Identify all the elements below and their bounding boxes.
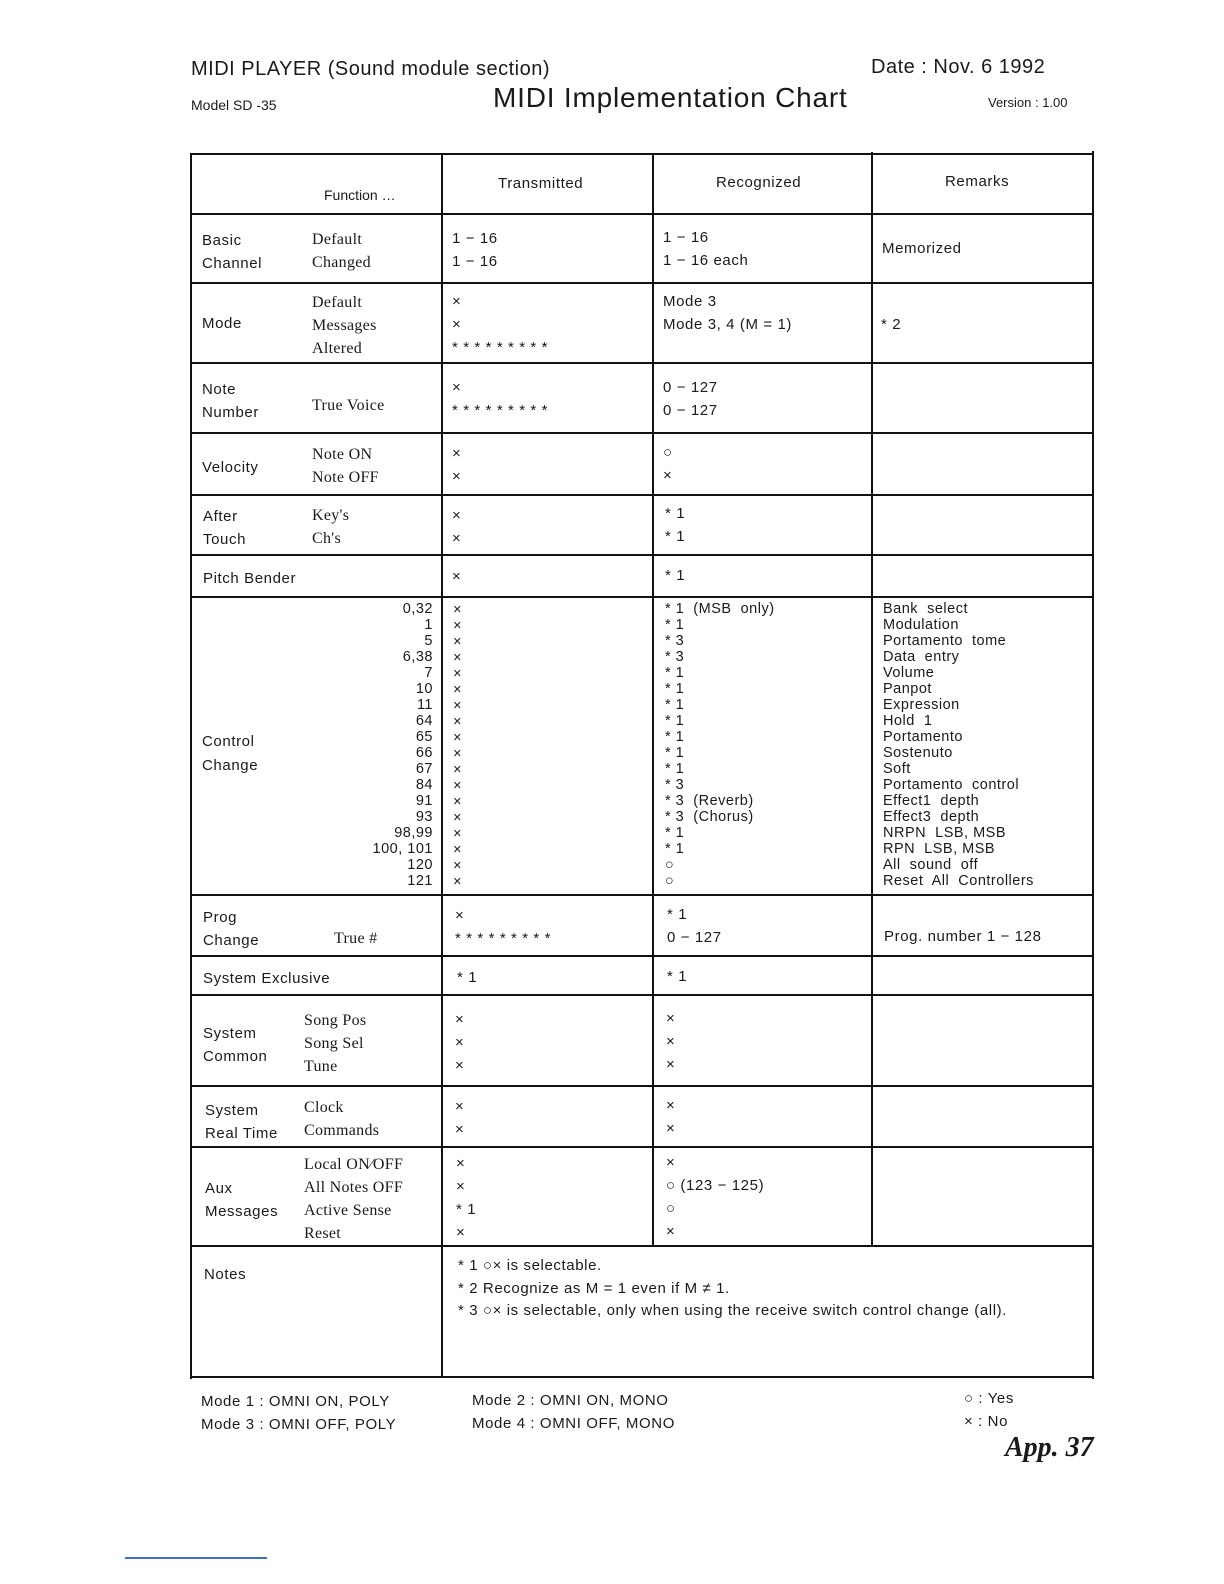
note-2: * 2 Recognize as M = 1 even if M ≠ 1.	[458, 1280, 730, 1297]
control-rx-values: * 1 (MSB only) * 1 * 3 * 3 * 1 * 1 * 1 * 1 * 1 * 1 * 1 * 3 * 3 (Reverb) * 3 (Chorus) * 1 * 1 ○ ○	[665, 601, 775, 889]
row-label: Pitch Bender	[203, 570, 297, 587]
row-label: System	[205, 1102, 259, 1119]
tx-value: ×	[452, 379, 462, 396]
sub-label: Song Pos	[304, 1012, 367, 1029]
tx-value: ×	[452, 530, 462, 547]
sub-label: Song Sel	[304, 1035, 364, 1052]
page-number: App. 37	[1005, 1432, 1094, 1463]
mode-4-label: Mode 4 : OMNI OFF, MONO	[472, 1415, 675, 1432]
tx-value: * * * * * * * * *	[452, 339, 549, 356]
remark: * 2	[881, 316, 902, 333]
rx-value: Mode 3	[663, 293, 717, 310]
row-label: Aux	[205, 1180, 233, 1197]
sub-label: Changed	[312, 254, 371, 271]
rx-value: 0 − 127	[667, 929, 722, 946]
product-title: MIDI PLAYER (Sound module section)	[191, 58, 551, 80]
rx-value: 1 − 16	[663, 229, 709, 246]
rx-value: * 1	[665, 528, 686, 545]
row-label: Basic	[202, 232, 242, 249]
sub-label: Default	[312, 231, 363, 248]
rx-value: ×	[666, 1097, 676, 1114]
tx-value: ×	[456, 1155, 466, 1172]
remark: Prog. number 1 − 128	[884, 928, 1042, 945]
tx-value: ×	[455, 1057, 465, 1074]
tx-value: ×	[455, 907, 465, 924]
row-label: After	[203, 508, 238, 525]
tx-value: 1 − 16	[452, 230, 498, 247]
row-label: Control	[202, 733, 255, 750]
rx-value: ○ (123 − 125)	[666, 1177, 765, 1194]
tx-value: ×	[452, 293, 462, 310]
row-label: Change	[203, 932, 260, 949]
row-label: Note	[202, 381, 237, 398]
sub-label: Tune	[304, 1058, 338, 1075]
row-label: Prog	[203, 909, 238, 926]
sub-label: Local ON∕OFF	[304, 1156, 404, 1173]
row-label: Touch	[203, 531, 247, 548]
rx-value: ×	[663, 467, 673, 484]
row-label: System Exclusive	[203, 970, 331, 987]
control-tx-values: × × × × × × × × × × × × × × × × × ×	[453, 602, 462, 890]
rx-value: * 1	[665, 505, 686, 522]
tx-value: * 1	[457, 969, 478, 986]
sub-label: Note OFF	[312, 469, 379, 486]
rx-value: ○	[666, 1200, 676, 1217]
rx-value: 0 − 127	[663, 379, 718, 396]
sub-label: Note ON	[312, 446, 373, 463]
sub-label: True #	[334, 930, 378, 947]
sub-label: Default	[312, 294, 363, 311]
rx-value: * 1	[667, 968, 688, 985]
no-legend: × : No	[964, 1413, 1009, 1430]
note-3: * 3 ○× is selectable, only when using the receive switch control change (all).	[458, 1302, 1008, 1319]
sub-label: Reset	[304, 1225, 342, 1242]
note-1: * 1 ○× is selectable.	[458, 1257, 602, 1274]
controller-numbers: 0,32 1 5 6,38 7 10 11 64 65 66 67 84 91 93 98,99 100, 101 120 121	[372, 601, 433, 889]
sub-label: Messages	[312, 317, 377, 334]
yes-legend: ○ : Yes	[964, 1390, 1014, 1407]
sub-label: Key's	[312, 507, 350, 524]
rx-value: * 1	[667, 906, 688, 923]
col-header-transmitted: Transmitted	[498, 175, 584, 192]
tx-value: ×	[452, 468, 462, 485]
row-label: Change	[202, 757, 259, 774]
rx-value: ×	[666, 1010, 676, 1027]
row-label: Common	[203, 1048, 268, 1065]
rx-value: ×	[666, 1120, 676, 1137]
rx-value: * 1	[665, 567, 686, 584]
rx-value: Mode 3, 4 (M = 1)	[663, 316, 792, 333]
rx-value: ×	[666, 1154, 676, 1171]
tx-value: ×	[455, 1011, 465, 1028]
sub-label: Clock	[304, 1099, 344, 1116]
rx-value: ○	[663, 444, 673, 461]
col-header-remarks: Remarks	[945, 173, 1010, 190]
tx-value: * * * * * * * * *	[452, 402, 549, 419]
tx-value: ×	[452, 316, 462, 333]
remark: Memorized	[882, 240, 962, 257]
rx-value: 0 − 127	[663, 402, 718, 419]
tx-value: * 1	[456, 1201, 477, 1218]
row-label: Notes	[204, 1266, 247, 1283]
version-label: Version : 1.00	[988, 95, 1068, 110]
col-header-function: Function …	[324, 187, 396, 203]
control-remarks: Bank select Modulation Portamento tome Data entry Volume Panpot Expression Hold 1 Portamento Sostenuto Soft Portamento control Effect1 depth Effect3 depth NRPN LSB, MSB RPN LSB, MSB All sound off Reset All Controllers	[883, 601, 1034, 889]
rx-value: ×	[666, 1223, 676, 1240]
scan-artifact-line	[125, 1557, 267, 1559]
tx-value: ×	[456, 1178, 466, 1195]
sub-label: All Notes OFF	[304, 1179, 404, 1196]
model-label: Model SD -35	[191, 97, 277, 113]
tx-value: ×	[455, 1121, 465, 1138]
rx-value: ×	[666, 1056, 676, 1073]
page-title: MIDI Implementation Chart	[493, 82, 848, 113]
row-label: Mode	[202, 315, 242, 332]
mode-3-label: Mode 3 : OMNI OFF, POLY	[201, 1416, 397, 1433]
row-label: Real Time	[205, 1125, 278, 1142]
date-label: Date : Nov. 6 1992	[871, 56, 1046, 78]
sub-label: Active Sense	[304, 1202, 392, 1219]
tx-value: ×	[452, 507, 462, 524]
sub-label: Altered	[312, 340, 363, 357]
tx-value: ×	[456, 1224, 466, 1241]
tx-value: 1 − 16	[452, 253, 498, 270]
tx-value: ×	[455, 1098, 465, 1115]
mode-1-label: Mode 1 : OMNI ON, POLY	[201, 1393, 390, 1410]
tx-value: ×	[455, 1034, 465, 1051]
sub-label: True Voice	[312, 397, 385, 414]
row-label: Velocity	[202, 459, 259, 476]
tx-value: * * * * * * * * *	[455, 930, 552, 947]
sub-label: Commands	[304, 1122, 380, 1139]
rx-value: ×	[666, 1033, 676, 1050]
row-label: Channel	[202, 255, 263, 272]
col-header-recognized: Recognized	[716, 174, 802, 191]
row-label: Messages	[205, 1203, 279, 1220]
mode-2-label: Mode 2 : OMNI ON, MONO	[472, 1392, 669, 1409]
row-label: Number	[202, 404, 259, 421]
tx-value: ×	[452, 445, 462, 462]
sub-label: Ch's	[312, 530, 341, 547]
tx-value: ×	[452, 568, 462, 585]
row-label: System	[203, 1025, 257, 1042]
rx-value: 1 − 16 each	[663, 252, 749, 269]
